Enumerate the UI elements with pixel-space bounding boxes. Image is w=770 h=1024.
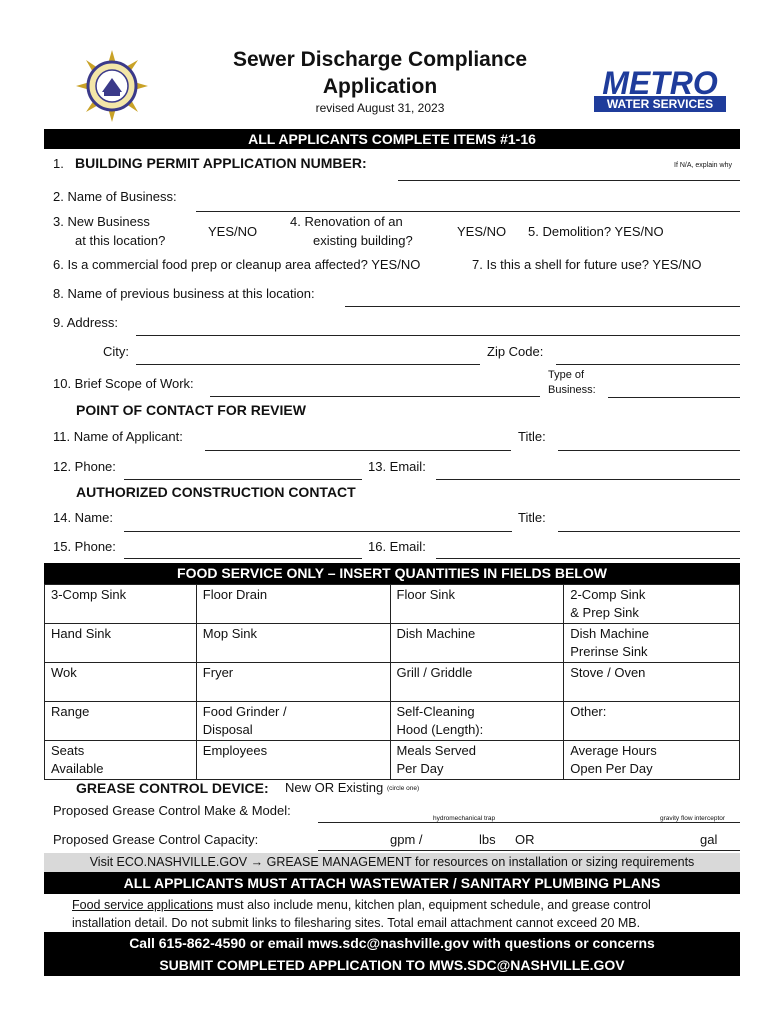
gpm-unit: gpm / [390,832,423,847]
item3-label-1: 3. New Business [53,214,150,229]
food-table-row [45,741,740,780]
poc-heading: POINT OF CONTACT FOR REVIEW [76,402,306,418]
food-table-row [45,585,740,624]
item4-label-2: existing building? [313,233,413,248]
gal-unit: gal [700,832,718,847]
attach-plans-bar: ALL APPLICANTS MUST ATTACH WASTEWATER / SANITARY PLUMBING PLANS [44,872,740,894]
zip-field[interactable] [556,364,740,365]
food-table-cell[interactable]: Average Hours Open Per Day [564,741,740,780]
item14-label: 14. Name: [53,510,113,525]
footer-line-submit[interactable]: SUBMIT COMPLETED APPLICATION TO MWS.SDC@NASHVILLE.GOV [159,957,625,973]
contact-name-field[interactable] [124,531,512,532]
food-table-cell[interactable]: Mop Sink [196,624,390,663]
city-label: City: [103,344,129,359]
food-table-cell[interactable]: Dish Machine [390,624,564,663]
applicant-email-field[interactable] [436,479,740,480]
item5-demolition[interactable]: 5. Demolition? YES/NO [528,224,664,239]
type-of-business-field[interactable] [608,397,740,398]
food-table-cell[interactable]: Food Grinder / Disposal [196,702,390,741]
metro-water-services-logo [590,62,730,114]
contact-email-field[interactable] [436,558,740,559]
address-field[interactable] [136,335,740,336]
food-table-cell[interactable]: Floor Drain [196,585,390,624]
new-or-existing-option[interactable]: New OR Existing [285,780,384,795]
item10-label: 10. Brief Scope of Work: [53,376,194,391]
item2-label: 2. Name of Business: [53,189,177,204]
food-table-cell[interactable]: Hand Sink [45,624,197,663]
circle-one-note: (circle one) [387,785,420,792]
item8-label: 8. Name of previous business at this location: [53,286,315,301]
contact-footer-bar [44,932,740,976]
item15-label: 15. Phone: [53,539,116,554]
poc-title-label: Title: [518,429,546,444]
building-permit-field[interactable] [398,180,740,181]
food-service-applications-link[interactable]: Food service applications [72,898,214,912]
item3-label-2: at this location? [75,233,166,248]
food-table-cell[interactable]: Other: [564,702,740,741]
note-line-1-rest: must also include menu, kitchen plan, equipment schedule, and grease control [213,898,651,912]
nashville-seal-logo [76,50,148,122]
item1-label: BUILDING PERMIT APPLICATION NUMBER: [75,155,367,171]
type-of-business-label-2: Business: [548,384,596,396]
footer-line-call[interactable]: Call 615-862-4590 or email mws.sdc@nashville.gov with questions or concerns [129,935,655,951]
food-table-cell[interactable]: Dish Machine Prerinse Sink [564,624,740,663]
food-table-cell[interactable]: Seats Available [45,741,197,780]
food-table-cell[interactable]: Stove / Oven [564,663,740,702]
make-model-label: Proposed Grease Control Make & Model: [53,803,291,818]
lbs-unit: lbs [479,832,496,847]
previous-business-field[interactable] [345,306,740,307]
title-line-2: Application [322,75,438,98]
revised-date: revised August 31, 2023 [315,101,445,115]
food-table-row [45,624,740,663]
food-service-note [72,896,742,932]
food-table-cell[interactable]: Fryer [196,663,390,702]
acc-title-label: Title: [518,510,546,525]
food-table-cell[interactable]: 3-Comp Sink [45,585,197,624]
item4-label-1: 4. Renovation of an [290,214,403,229]
item9-label: 9. Address: [53,315,119,330]
logo-subtext: WATER SERVICES [606,97,714,111]
food-service-heading: FOOD SERVICE ONLY – INSERT QUANTITIES IN FIELDS BELOW [44,563,740,584]
grease-heading: GREASE CONTROL DEVICE: [76,780,269,796]
food-table-row [45,702,740,741]
business-name-field[interactable] [196,211,740,212]
item1-note: If N/A, explain why [674,162,732,169]
food-table-cell[interactable]: Meals Served Per Day [390,741,564,780]
capacity-label: Proposed Grease Control Capacity: [53,832,259,847]
item6-food-prep[interactable]: 6. Is a commercial food prep or cleanup area affected? YES/NO [53,257,421,272]
food-table-cell[interactable]: Grill / Griddle [390,663,564,702]
item3-yesno[interactable]: YES/NO [208,224,258,239]
gravity-flow-interceptor-label: gravity flow interceptor [660,815,726,822]
item7-shell[interactable]: 7. Is this a shell for future use? YES/NO [472,257,702,272]
section-bar-all-applicants: ALL APPLICANTS COMPLETE ITEMS #1-16 [44,129,740,149]
scope-of-work-field[interactable] [210,396,540,397]
logo-metro-text: METRO [602,65,718,101]
food-table-cell[interactable]: 2-Comp Sink & Prep Sink [564,585,740,624]
page-title [200,46,560,100]
food-table-row [45,663,740,702]
food-table-cell[interactable]: Self-Cleaning Hood (Length): [390,702,564,741]
food-table-cell[interactable]: Employees [196,741,390,780]
applicant-name-field[interactable] [205,450,511,451]
title-line-1: Sewer Discharge Compliance [232,48,528,71]
food-table-cell[interactable]: Range [45,702,197,741]
item12-label: 12. Phone: [53,459,116,474]
type-of-business-label-1: Type of [548,369,585,381]
item1-number: 1. [53,156,64,171]
acc-heading: AUTHORIZED CONSTRUCTION CONTACT [76,484,356,500]
item4-yesno[interactable]: YES/NO [457,224,507,239]
visit-eco-nashville-banner: Visit ECO.NASHVILLE.GOV → GREASE MANAGEMENT for resources on installation or sizing requirements [44,853,740,872]
note-line-2: installation detail. Do not submit links to filesharing sites. Total email attachment cannot exceed 20 MB. [72,916,641,930]
capacity-field[interactable] [318,850,740,851]
or-text: OR [515,832,535,847]
applicant-phone-field[interactable] [124,479,362,480]
hydromechanical-trap-label: hydromechanical trap [433,815,496,822]
item13-label: 13. Email: [368,459,426,474]
zip-label: Zip Code: [487,344,544,359]
item16-label: 16. Email: [368,539,426,554]
food-table-cell[interactable]: Wok [45,663,197,702]
contact-phone-field[interactable] [124,558,362,559]
make-model-field[interactable] [318,822,740,823]
contact-title-field[interactable] [558,531,740,532]
applicant-title-field[interactable] [558,450,740,451]
item11-label: 11. Name of Applicant: [53,429,183,444]
city-field[interactable] [136,364,480,365]
food-service-table [44,584,740,780]
food-table-cell[interactable]: Floor Sink [390,585,564,624]
